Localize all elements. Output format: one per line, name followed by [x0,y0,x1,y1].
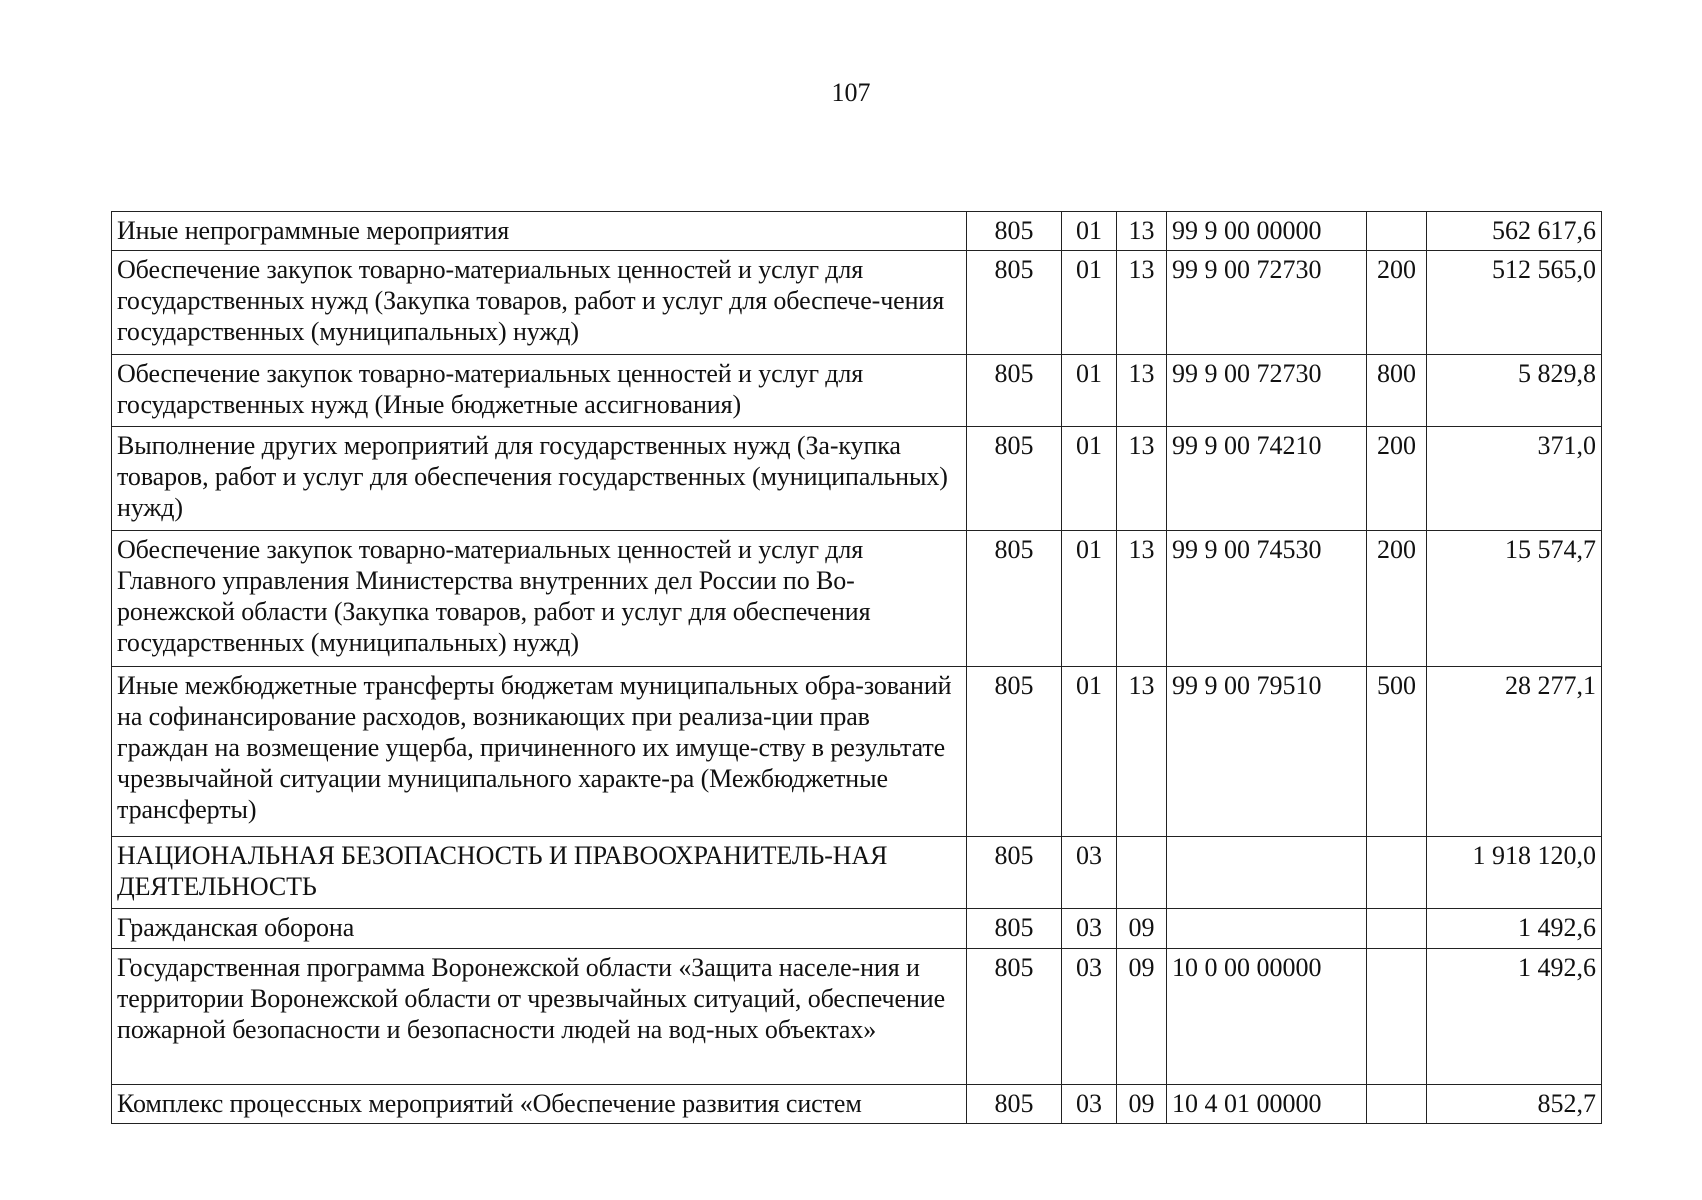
item-name: Обеспечение закупок товарно-материальных ценностей и услуг для государственных нужд (Закупка товаров, работ и услуг для обеспече-чения государственных (муниципальных) нужд) [112,251,967,355]
ved-code: 805 [967,212,1062,251]
table-row [112,212,1602,251]
table-row [112,251,1602,355]
subsection-code [1117,837,1167,909]
target-article-code: 99 9 00 74530 [1167,531,1367,667]
target-article-code: 99 9 00 00000 [1167,212,1367,251]
expense-type-code [1367,1085,1427,1124]
ved-code: 805 [967,531,1062,667]
item-name: Обеспечение закупок товарно-материальных ценностей и услуг для Главного управления Министерства внутренних дел России по Во-ронежской области (Закупка товаров, работ и услуг для обеспечения государственных (муниципальных) нужд) [112,531,967,667]
section-code: 03 [1062,1085,1117,1124]
target-article-code [1167,909,1367,949]
expense-type-code [1367,212,1427,251]
ved-code: 805 [967,427,1062,531]
item-name: Государственная программа Воронежской области «Защита населе-ния и территории Воронежской области от чрезвычайных ситуаций, обеспечение пожарной безопасности и безопасности людей на вод-ных объектах» [112,949,967,1085]
section-code: 01 [1062,667,1117,837]
table-row [112,949,1602,1085]
expense-type-code: 200 [1367,427,1427,531]
target-article-code: 99 9 00 74210 [1167,427,1367,531]
subsection-code: 09 [1117,909,1167,949]
table-row [112,355,1602,427]
target-article-code: 99 9 00 72730 [1167,251,1367,355]
subsection-code: 13 [1117,531,1167,667]
expense-type-code: 200 [1367,251,1427,355]
subsection-code: 13 [1117,667,1167,837]
subsection-code: 13 [1117,427,1167,531]
item-name: Иные непрограммные мероприятия [112,212,967,251]
target-article-code: 99 9 00 79510 [1167,667,1367,837]
expense-type-code: 200 [1367,531,1427,667]
section-code: 03 [1062,909,1117,949]
table-row [112,427,1602,531]
ved-code: 805 [967,355,1062,427]
expense-type-code [1367,837,1427,909]
item-name: Выполнение других мероприятий для государственных нужд (За-купка товаров, работ и услуг для обеспечения государственных (муниципальных) нужд) [112,427,967,531]
item-name: Иные межбюджетные трансферты бюджетам муниципальных обра-зований на софинансирование расходов, возникающих при реализа-ции прав граждан на возмещение ущерба, причиненного их имуще-ству в результате чрезвычайной ситуации муниципального характе-ра (Межбюджетные трансферты) [112,667,967,837]
target-article-code: 99 9 00 72730 [1167,355,1367,427]
section-code: 01 [1062,212,1117,251]
expense-type-code [1367,909,1427,949]
table-row [112,667,1602,837]
budget-table [111,211,1602,1124]
section-code: 03 [1062,949,1117,1085]
expense-type-code: 800 [1367,355,1427,427]
amount: 5 829,8 [1427,355,1602,427]
target-article-code: 10 4 01 00000 [1167,1085,1367,1124]
table-row [112,837,1602,909]
subsection-code: 13 [1117,212,1167,251]
table-row [112,531,1602,667]
ved-code: 805 [967,837,1062,909]
ved-code: 805 [967,909,1062,949]
amount: 15 574,7 [1427,531,1602,667]
section-code: 01 [1062,251,1117,355]
target-article-code: 10 0 00 00000 [1167,949,1367,1085]
subsection-code: 09 [1117,1085,1167,1124]
table-row [112,909,1602,949]
page-number: 107 [831,78,871,107]
item-name: Комплекс процессных мероприятий «Обеспечение развития систем [112,1085,967,1124]
ved-code: 805 [967,1085,1062,1124]
expense-type-code [1367,949,1427,1085]
amount: 1 492,6 [1427,909,1602,949]
amount: 1 492,6 [1427,949,1602,1085]
subsection-code: 13 [1117,355,1167,427]
target-article-code [1167,837,1367,909]
item-name: НАЦИОНАЛЬНАЯ БЕЗОПАСНОСТЬ И ПРАВООХРАНИТЕЛЬ-НАЯ ДЕЯТЕЛЬНОСТЬ [112,837,967,909]
amount: 562 617,6 [1427,212,1602,251]
section-code: 01 [1062,427,1117,531]
subsection-code: 09 [1117,949,1167,1085]
ved-code: 805 [967,949,1062,1085]
section-code: 01 [1062,355,1117,427]
expense-type-code: 500 [1367,667,1427,837]
amount: 28 277,1 [1427,667,1602,837]
subsection-code: 13 [1117,251,1167,355]
amount: 371,0 [1427,427,1602,531]
item-name: Гражданская оборона [112,909,967,949]
section-code: 01 [1062,531,1117,667]
item-name: Обеспечение закупок товарно-материальных ценностей и услуг для государственных нужд (Иные бюджетные ассигнования) [112,355,967,427]
amount: 852,7 [1427,1085,1602,1124]
table-row [112,1085,1602,1124]
ved-code: 805 [967,667,1062,837]
amount: 1 918 120,0 [1427,837,1602,909]
amount: 512 565,0 [1427,251,1602,355]
ved-code: 805 [967,251,1062,355]
section-code: 03 [1062,837,1117,909]
